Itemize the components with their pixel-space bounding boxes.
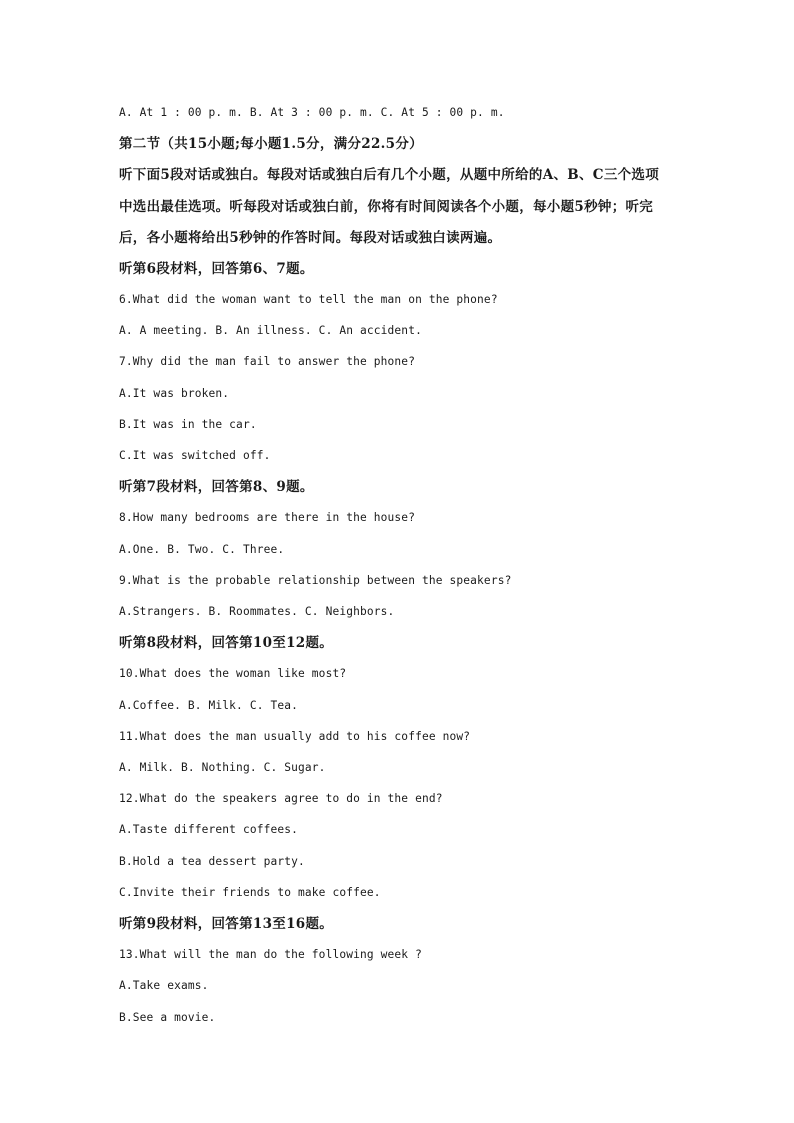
option-q7-c: C.It was switched off. xyxy=(119,449,271,462)
option-q13-b: B.See a movie. xyxy=(119,1011,216,1024)
option-q12-b: B.Hold a tea dessert party. xyxy=(119,855,305,868)
question-6: 6.What did the woman want to tell the man on the phone? xyxy=(119,293,498,306)
option-q12-c: C.Invite their friends to make coffee. xyxy=(119,886,381,899)
question-9: 9.What is the probable relationship between the speakers? xyxy=(119,574,512,587)
answer-options-q10: A.Coffee. B. Milk. C. Tea. xyxy=(119,699,299,712)
answer-options-q5: A. At 1 : 00 p. m. B. At 3 : 00 p. m. C. At 5 : 00 p. m. xyxy=(119,106,505,119)
passage-8-heading: 听第8段材料，回答第10至12题。 xyxy=(119,635,334,651)
question-10: 10.What does the woman like most? xyxy=(119,667,347,680)
question-13: 13.What will the man do the following week ? xyxy=(119,948,422,961)
answer-options-q8: A.One. B. Two. C. Three. xyxy=(119,543,285,556)
section-heading: 第二节（共15小题;每小题1.5分，满分22.5分） xyxy=(119,136,423,152)
passage-9-heading: 听第9段材料，回答第13至16题。 xyxy=(119,916,334,932)
instructions-line-1: 听下面5段对话或独白。每段对话或独白后有几个小题，从题中所给的A、B、C三个选项 xyxy=(119,167,660,183)
instructions-line-3: 后，各小题将给出5秒钟的作答时间。每段对话或独白读两遍。 xyxy=(119,230,502,246)
question-7: 7.Why did the man fail to answer the phone? xyxy=(119,355,416,368)
passage-7-heading: 听第7段材料，回答第8、9题。 xyxy=(119,479,314,495)
answer-options-q9: A.Strangers. B. Roommates. C. Neighbors. xyxy=(119,605,395,618)
option-q7-a: A.It was broken. xyxy=(119,387,230,400)
passage-6-heading: 听第6段材料，回答第6、7题。 xyxy=(119,261,314,277)
option-q12-a: A.Taste different coffees. xyxy=(119,823,299,836)
answer-options-q11: A. Milk. B. Nothing. C. Sugar. xyxy=(119,761,326,774)
question-8: 8.How many bedrooms are there in the house? xyxy=(119,511,416,524)
question-12: 12.What do the speakers agree to do in the end? xyxy=(119,792,443,805)
instructions-line-2: 中选出最佳选项。听每段对话或独白前，你将有时间阅读各个小题，每小题5秒钟；听完 xyxy=(119,199,654,215)
option-q7-b: B.It was in the car. xyxy=(119,418,257,431)
option-q13-a: A.Take exams. xyxy=(119,979,209,992)
question-11: 11.What does the man usually add to his coffee now? xyxy=(119,730,471,743)
answer-options-q6: A. A meeting. B. An illness. C. An accident. xyxy=(119,324,422,337)
